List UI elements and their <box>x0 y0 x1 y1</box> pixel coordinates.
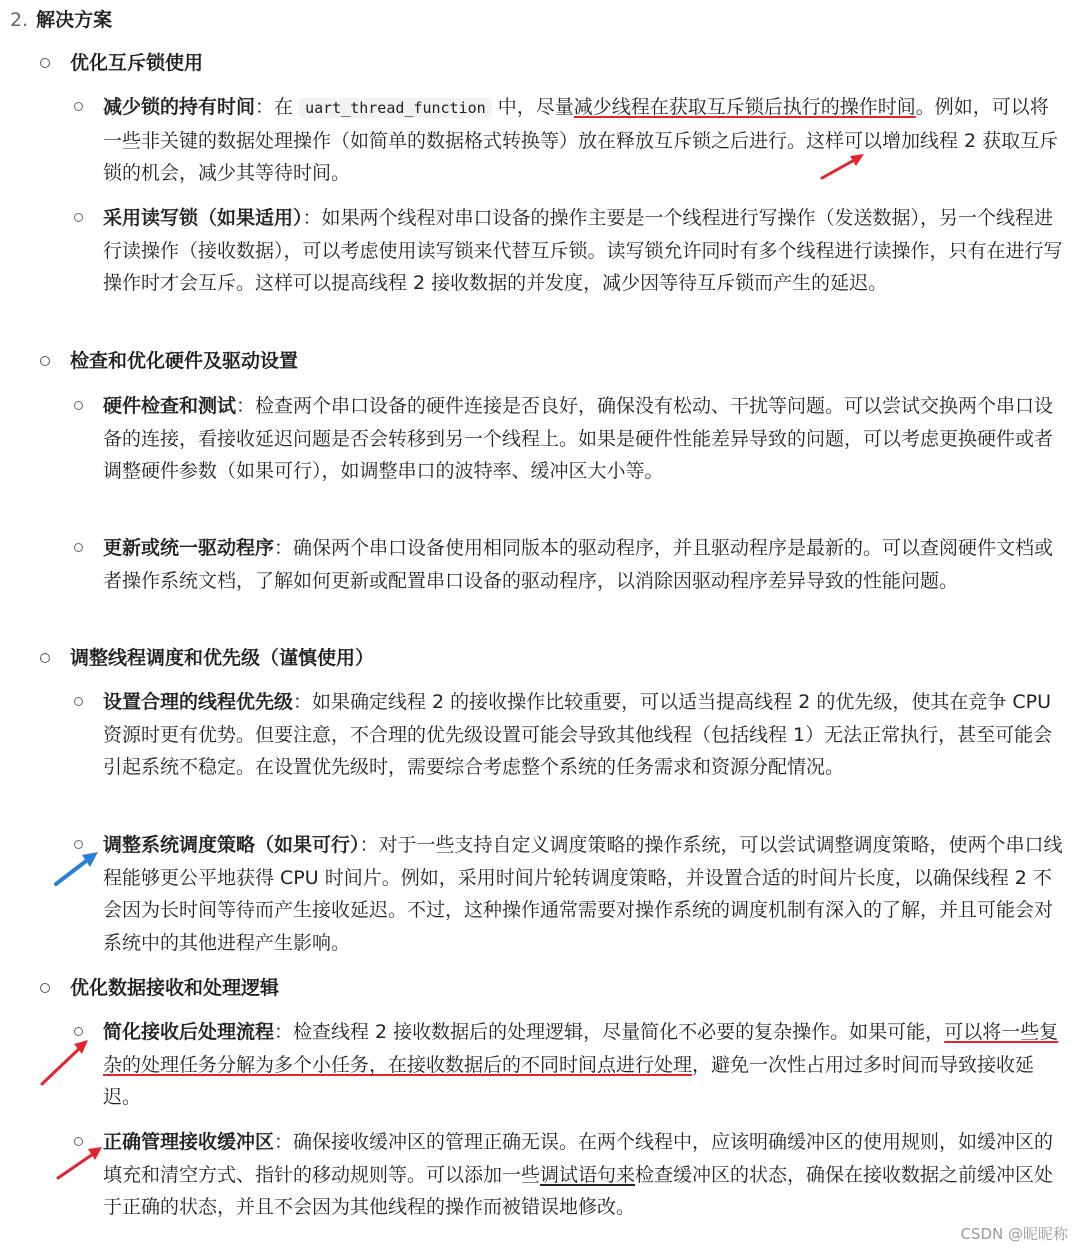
section-heading <box>10 4 112 36</box>
item-title: 简化接收后处理流程 <box>103 1021 275 1043</box>
item-title: 正确管理接收缓冲区 <box>103 1131 275 1153</box>
item-title: 设置合理的线程优先级 <box>103 691 294 713</box>
bullet-icon <box>40 356 50 366</box>
list-item: 简化接收后处理流程：检查线程 2 接收数据后的处理逻辑，尽量简化不必要的复杂操作。如果可能，可以将一些复杂的处理任务分解为多个小任务，在接收数据后的不同时间点进行处理，避免一次性占用过多时间而导致接收延迟。 <box>103 1021 1059 1108</box>
red-arrow-icon <box>54 1142 106 1182</box>
bullet-icon <box>40 983 50 993</box>
code-snippet: uart_thread_function <box>299 98 492 118</box>
red-arrow-icon <box>38 1036 92 1088</box>
item-title: 减少锁的持有时间 <box>103 96 256 118</box>
item-title: 调整系统调度策略（如果可行） <box>103 834 360 856</box>
item-title: 更新或统一驱动程序 <box>103 537 275 559</box>
list-item: 采用读写锁（如果适用）：如果两个线程对串口设备的操作主要是一个线程进行写操作（发送数据），另一个线程进行读操作（接收数据），可以考虑使用读写锁来代替互斥锁。读写锁允许同时有多个线程进行读操作，只有在进行写操作时才会互斥。这样可以提高线程 2 接收数据的并发度，减少因等待互斥锁而产生的延迟。 <box>103 207 1063 294</box>
section-number: 2. <box>10 9 29 31</box>
bullet-icon <box>74 213 83 222</box>
list-item: 硬件检查和测试：检查两个串口设备的硬件连接是否良好，确保没有松动、干扰等问题。可以尝试交换两个串口设备的连接，看接收延迟问题是否会转移到另一个线程上。如果是硬件性能差异导致的问题，可以考虑更换硬件或者调整硬件参数（如果可行），如调整串口的波特率、缓冲区大小等。 <box>103 395 1054 482</box>
group-title: 优化数据接收和处理逻辑 <box>70 977 280 999</box>
list-item: 调整系统调度策略（如果可行）：对于一些支持自定义调度策略的操作系统，可以尝试调整调度策略，使两个串口线程能够更公平地获得 CPU 时间片。例如，采用时间片轮转调度策略，并设置合适的时间片长度，以确保线程 2 不会因为长时间等待而产生接收延迟。不过，这种操作通常需要对操作系统的调度机制有深入的了解，并且可能会对系统中的其他进程产生影响。 <box>103 834 1063 954</box>
bullet-icon <box>40 653 50 663</box>
bullet-icon <box>40 58 50 68</box>
list-item: 更新或统一驱动程序：确保两个串口设备使用相同版本的驱动程序，并且驱动程序是最新的。可以查阅硬件文档或者操作系统文档，了解如何更新或配置串口设备的驱动程序，以消除因驱动程序差异导致的性能问题。 <box>103 537 1054 592</box>
group-title: 检查和优化硬件及驱动设置 <box>70 350 299 372</box>
item-title: 硬件检查和测试 <box>103 395 237 417</box>
list-item: 正确管理接收缓冲区：确保接收缓冲区的管理正确无误。在两个线程中，应该明确缓冲区的使用规则，如缓冲区的填充和清空方式、指针的移动规则等。可以添加一些调试语句来检查缓冲区的状态，确保在接收数据之前缓冲区处于正确的状态，并且不会因为其他线程的操作而被错误地修改。 <box>103 1131 1054 1218</box>
red-underline-text: 减少线程在获取互斥锁后执行的操作时间 <box>573 96 916 118</box>
red-arrow-icon <box>818 150 868 182</box>
bullet-icon <box>74 401 83 410</box>
watermark: CSDN @昵昵称 <box>960 1225 1068 1243</box>
group-title: 调整线程调度和优先级（谨慎使用） <box>70 647 375 669</box>
bullet-icon <box>74 1027 83 1036</box>
bullet-icon <box>74 102 83 111</box>
red-underline-text: 可以将一些复杂的处理任务分解为多个小任务，在接收数据后的不同时间点进行处理 <box>103 1021 1059 1076</box>
blue-arrow-icon <box>52 848 100 888</box>
bullet-icon <box>74 697 83 706</box>
section-title: 解决方案 <box>36 9 113 31</box>
item-title: 采用读写锁（如果适用） <box>103 207 303 229</box>
black-underline-text: 调试语句来 <box>540 1163 636 1186</box>
list-item: 设置合理的线程优先级：如果确定线程 2 的接收操作比较重要，可以适当提高线程 2 的优先级，使其在竞争 CPU 资源时更有优势。但要注意，不合理的优先级设置可能会导致其他线程（包括线程 1）无法正常执行，甚至可能会引起系统不稳定。在设置优先级时，需要综合考虑整个系统的任务需求和资源分配情况。 <box>103 691 1053 778</box>
list-item: 减少锁的持有时间：在 uart_thread_function 中，尽量减少线程在获取互斥锁后执行的操作时间。例如，可以将一些非关键的数据处理操作（如简单的数据格式转换等）放在释放互斥锁之后进行。这样可以增加线程 2 获取互斥锁的机会，减少其等待时间。 <box>103 96 1059 184</box>
group-title: 优化互斥锁使用 <box>70 52 204 74</box>
bullet-icon <box>74 543 83 552</box>
